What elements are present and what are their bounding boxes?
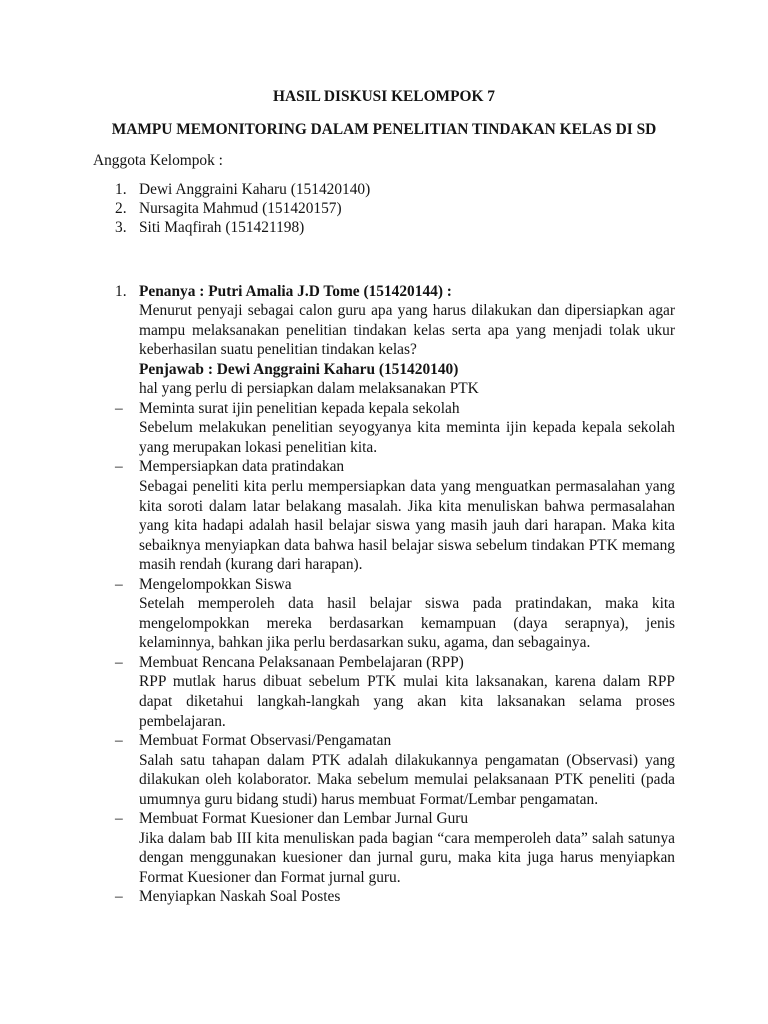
questioner-label: Penanya : Putri Amalia J.D Tome (151420144) : bbox=[139, 282, 452, 300]
step-text-line bbox=[93, 633, 675, 653]
step-heading-line bbox=[93, 457, 675, 477]
step-text-line bbox=[93, 692, 675, 712]
dash-bullet: – bbox=[115, 653, 123, 671]
step-text: dilakukan oleh kolaborator. Maka sebelum memulai pelaksanaan PTK peneliti (pada bbox=[139, 771, 675, 789]
question-number: 1. bbox=[115, 282, 127, 300]
step-heading-line bbox=[93, 399, 675, 419]
step-text: kelaminnya, bahkan jika perlu berdasarkan suku, agama, dan sebagainya. bbox=[139, 634, 591, 652]
step-text: Format Kuesioner dan Format jurnal guru. bbox=[139, 868, 401, 886]
document-title: HASIL DISKUSI KELOMPOK 7 bbox=[273, 88, 495, 105]
step-text-line bbox=[93, 497, 675, 517]
step-heading: Membuat Rencana Pelaksanaan Pembelajaran (RPP) bbox=[139, 653, 464, 671]
member-name: Siti Maqfirah (151421198) bbox=[139, 219, 305, 236]
member-number: 1. bbox=[115, 181, 127, 198]
member-number: 2. bbox=[115, 200, 127, 217]
step-heading: Membuat Format Kuesioner dan Lembar Jurnal Guru bbox=[139, 810, 469, 828]
step-item bbox=[93, 399, 675, 458]
step-text: Jika dalam bab III kita menuliskan pada bagian “cara memperoleh data” salah satunya bbox=[139, 829, 675, 847]
step-text: yang merupakan lokasi penelitian kita. bbox=[139, 438, 378, 456]
step-text-line bbox=[93, 418, 675, 438]
step-text-line bbox=[93, 751, 675, 771]
step-heading-line bbox=[93, 653, 675, 673]
step-item bbox=[93, 653, 675, 731]
members-label: Anggota Kelompok : bbox=[93, 152, 223, 169]
step-text-line bbox=[93, 614, 675, 634]
question-text: keberhasilan suatu penelitian tindakan kelas? bbox=[139, 341, 417, 359]
document-body bbox=[93, 87, 675, 907]
question-header bbox=[93, 282, 675, 302]
step-item bbox=[93, 809, 675, 887]
step-item bbox=[93, 887, 675, 907]
step-heading-line bbox=[93, 809, 675, 829]
step-heading: Menyiapkan Naskah Soal Postes bbox=[139, 888, 341, 906]
step-text-line bbox=[93, 848, 675, 868]
dash-bullet: – bbox=[115, 732, 123, 750]
answerer-label: Penjawab : Dewi Anggraini Kaharu (151420140) bbox=[139, 360, 459, 378]
step-text: Sebagai peneliti kita perlu mempersiapkan data yang menguatkan permasalahan yang bbox=[139, 477, 675, 495]
step-text: umumnya guru bidang studi) harus membuat Format/Lembar pengamatan. bbox=[139, 790, 599, 808]
step-text-line bbox=[93, 438, 675, 458]
step-text: kita soroti dalam latar belakang masalah. Jika kita menuliskan bahwa permasalahan bbox=[139, 497, 675, 515]
step-text-line bbox=[93, 868, 675, 888]
step-text: Sebelum melakukan penelitian seyogyanya kita meminta ijin kepada kepala sekolah bbox=[139, 419, 675, 437]
step-item bbox=[93, 575, 675, 653]
member-number: 3. bbox=[115, 219, 127, 236]
dash-bullet: – bbox=[115, 888, 123, 906]
step-heading: Mengelompokkan Siswa bbox=[139, 575, 292, 593]
step-text-line bbox=[93, 790, 675, 810]
step-text-line bbox=[93, 594, 675, 614]
step-text-line bbox=[93, 829, 675, 849]
member-item bbox=[93, 199, 675, 218]
question-text-line bbox=[93, 321, 675, 341]
step-text: masih rendah (kurang dari harapan). bbox=[139, 556, 363, 574]
step-text-line bbox=[93, 672, 675, 692]
step-heading-line bbox=[93, 887, 675, 907]
step-text: dengan menggunakan kuesioner dan jurnal guru, maka kita juga harus menyiapkan bbox=[139, 849, 675, 867]
member-item bbox=[93, 218, 675, 237]
step-text: mengelompokkan mereka berdasarkan kemampuan (daya serapnya), jenis bbox=[139, 614, 675, 632]
members-list bbox=[93, 180, 675, 237]
document-subtitle: MAMPU MEMONITORING DALAM PENELITIAN TINDAKAN KELAS DI SD bbox=[111, 121, 657, 138]
member-name: Dewi Anggraini Kaharu (151420140) bbox=[139, 181, 371, 198]
step-text-line bbox=[93, 555, 675, 575]
step-text-line bbox=[93, 536, 675, 556]
step-heading: Meminta surat ijin penelitian kepada kepala sekolah bbox=[139, 399, 460, 417]
step-heading-line bbox=[93, 575, 675, 595]
step-text: Setelah memperoleh data hasil belajar siswa pada pratindakan, maka kita bbox=[139, 595, 675, 613]
discussion-section bbox=[93, 282, 675, 908]
question-text: Menurut penyaji sebagai calon guru apa yang harus dilakukan dan dipersiapkan agar bbox=[139, 302, 675, 320]
dash-bullet: – bbox=[115, 399, 123, 417]
step-text-line bbox=[93, 712, 675, 732]
answer-intro: hal yang perlu di persiapkan dalam melaksanakan PTK bbox=[139, 380, 479, 398]
step-text: pembelajaran. bbox=[139, 712, 226, 730]
step-text: RPP mutlak harus dibuat sebelum PTK mulai kita laksanakan, karena dalam RPP bbox=[139, 673, 675, 691]
step-heading-line bbox=[93, 731, 675, 751]
dash-bullet: – bbox=[115, 575, 123, 593]
member-item bbox=[93, 180, 675, 199]
step-heading: Mempersiapkan data pratindakan bbox=[139, 458, 345, 476]
step-text: yang kita hadapi adalah hasil belajar siswa yang masih jauh dari harapan. Maka kita bbox=[139, 517, 675, 535]
question-text-line bbox=[93, 340, 675, 360]
member-name: Nursagita Mahmud (151420157) bbox=[139, 200, 342, 217]
step-text-line bbox=[93, 477, 675, 497]
step-text: Salah satu tahapan dalam PTK adalah dilakukannya pengamatan (Observasi) yang bbox=[139, 751, 675, 769]
dash-bullet: – bbox=[115, 458, 123, 476]
dash-bullet: – bbox=[115, 810, 123, 828]
step-text-line bbox=[93, 770, 675, 790]
answer-intro-line bbox=[93, 379, 675, 399]
step-text: sebaiknya menyiapkan data bahwa hasil belajar siswa sebelum tindakan PTK memang bbox=[139, 536, 675, 554]
step-item bbox=[93, 457, 675, 574]
step-text-line bbox=[93, 516, 675, 536]
question-text: mampu melaksanakan penelitian tindakan kelas serta apa yang menjadi tolak ukur bbox=[139, 321, 675, 339]
question-text-line bbox=[93, 301, 675, 321]
step-heading: Membuat Format Observasi/Pengamatan bbox=[139, 732, 392, 750]
step-text: dapat diketahui langkah-langkah yang akan kita laksanakan selama proses bbox=[139, 692, 675, 710]
answerer-header bbox=[93, 360, 675, 380]
step-item bbox=[93, 731, 675, 809]
